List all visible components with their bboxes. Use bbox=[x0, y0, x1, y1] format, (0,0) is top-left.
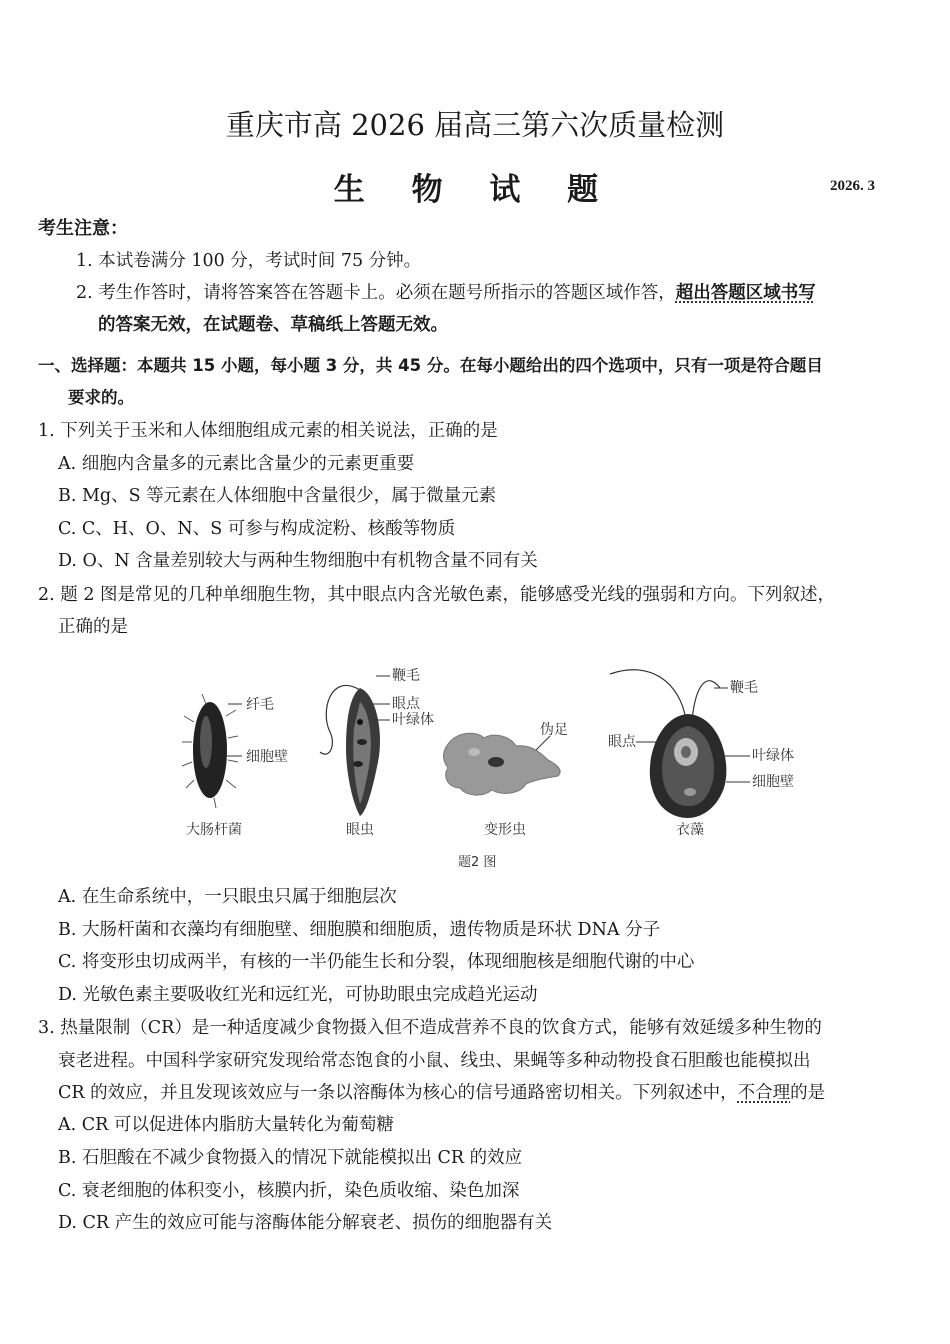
notice-item-2-cont: 的答案无效，在试题卷、草稿纸上答题无效。 bbox=[98, 315, 448, 335]
q3-stem-2: 衰老进程。中国科学家研究发现给常态饱食的小鼠、线虫、果蝇等多种动物投食石胆酸也能模拟出 bbox=[58, 1051, 811, 1071]
notice-item-2-text: 2. 考生作答时，请将答案答在答题卡上。必须在题号所指示的答题区域作答， bbox=[76, 283, 676, 303]
exam-date: 2026. 3 bbox=[830, 178, 875, 194]
euglena-illustration bbox=[320, 676, 390, 816]
notice-heading: 考生注意： bbox=[38, 218, 128, 239]
chlamy-label-flagellum: 鞭毛 bbox=[730, 680, 758, 696]
q2-figure bbox=[180, 652, 820, 874]
euglena-label-flagellum: 鞭毛 bbox=[392, 668, 420, 684]
q1-option-b: B. Mg、S 等元素在人体细胞中含量很少，属于微量元素 bbox=[58, 486, 497, 506]
q1-stem: 1. 下列关于玉米和人体细胞组成元素的相关说法，正确的是 bbox=[38, 421, 498, 441]
chlamy-name: 衣藻 bbox=[676, 822, 704, 838]
amoeba-illustration bbox=[444, 733, 561, 795]
q3-stem-3 bbox=[58, 1079, 825, 1104]
notice-item-2-emphasis: 超出答题区域书写 bbox=[675, 283, 816, 303]
q3-emphasis: 不合理 bbox=[737, 1083, 791, 1103]
ecoli-illustration bbox=[182, 694, 242, 808]
subject-title: 生 物 试 题 bbox=[333, 172, 617, 208]
euglena-label-eyespot: 眼点 bbox=[392, 696, 420, 712]
q2-stem-cont: 正确的是 bbox=[58, 617, 128, 637]
chlamy-label-chloroplast: 叶绿体 bbox=[752, 748, 794, 764]
notice-item-1: 1. 本试卷满分 100 分，考试时间 75 分钟。 bbox=[76, 251, 422, 271]
q2-option-b: B. 大肠杆菌和衣藻均有细胞壁、细胞膜和细胞质，遗传物质是环状 DNA 分子 bbox=[58, 920, 661, 940]
q3-stem-3-text: CR 的效应，并且发现该效应与一条以溶酶体为核心的信号通路密切相关。下列叙述中， bbox=[58, 1083, 738, 1103]
q3-option-a: A. CR 可以促进体内脂肪大量转化为葡萄糖 bbox=[58, 1115, 394, 1135]
q2-stem: 2. 题 2 图是常见的几种单细胞生物，其中眼点内含光敏色素，能够感受光线的强弱和方向。下列叙述， bbox=[38, 585, 836, 605]
chlamy-label-eyespot: 眼点 bbox=[608, 734, 636, 750]
q1-option-d: D. O、N 含量差别较大与两种生物细胞中有机物含量不同有关 bbox=[58, 551, 538, 571]
chlamy-label-wall: 细胞壁 bbox=[752, 774, 794, 790]
ecoli-name: 大肠杆菌 bbox=[186, 822, 242, 838]
q3-stem-3-end: 的是 bbox=[790, 1083, 826, 1103]
q3-option-b: B. 石胆酸在不减少食物摄入的情况下就能模拟出 CR 的效应 bbox=[58, 1148, 523, 1168]
q2-option-c: C. 将变形虫切成两半，有核的一半仍能生长和分裂，体现细胞核是细胞代谢的中心 bbox=[58, 952, 695, 972]
ecoli-label-wall: 细胞壁 bbox=[246, 749, 288, 765]
q1-option-a: A. 细胞内含量多的元素比含量少的元素更重要 bbox=[58, 454, 415, 474]
q2-option-a: A. 在生命系统中，一只眼虫只属于细胞层次 bbox=[58, 887, 397, 907]
figure-caption: 题2 图 bbox=[458, 855, 497, 870]
notice-item-2 bbox=[76, 279, 816, 304]
euglena-name: 眼虫 bbox=[346, 822, 374, 838]
amoeba-name: 变形虫 bbox=[484, 822, 526, 838]
amoeba-label-pseudopod: 伪足 bbox=[540, 722, 568, 738]
q3-option-d: D. CR 产生的效应可能与溶酶体能分解衰老、损伤的细胞器有关 bbox=[58, 1213, 553, 1233]
section1-heading: 一、选择题：本题共 15 小题，每小题 3 分，共 45 分。在每小题给出的四个选项中，只有一项是符合题目 bbox=[38, 356, 823, 375]
section1-heading-cont: 要求的。 bbox=[68, 388, 134, 407]
q3-option-c: C. 衰老细胞的体积变小，核膜内折，染色质收缩、染色加深 bbox=[58, 1181, 520, 1201]
q1-option-c: C. C、H、O、N、S 可参与构成淀粉、核酸等物质 bbox=[58, 519, 456, 539]
exam-title: 重庆市高 2026 届高三第六次质量检测 bbox=[225, 108, 725, 142]
q2-option-d: D. 光敏色素主要吸收红光和远红光，可协助眼虫完成趋光运动 bbox=[58, 985, 538, 1005]
q3-stem-1: 3. 热量限制（CR）是一种适度减少食物摄入但不造成营养不良的饮食方式，能够有效延缓多种生物的 bbox=[38, 1018, 822, 1038]
ecoli-label-cilia: 纤毛 bbox=[246, 697, 274, 713]
euglena-label-chloroplast: 叶绿体 bbox=[392, 712, 434, 728]
